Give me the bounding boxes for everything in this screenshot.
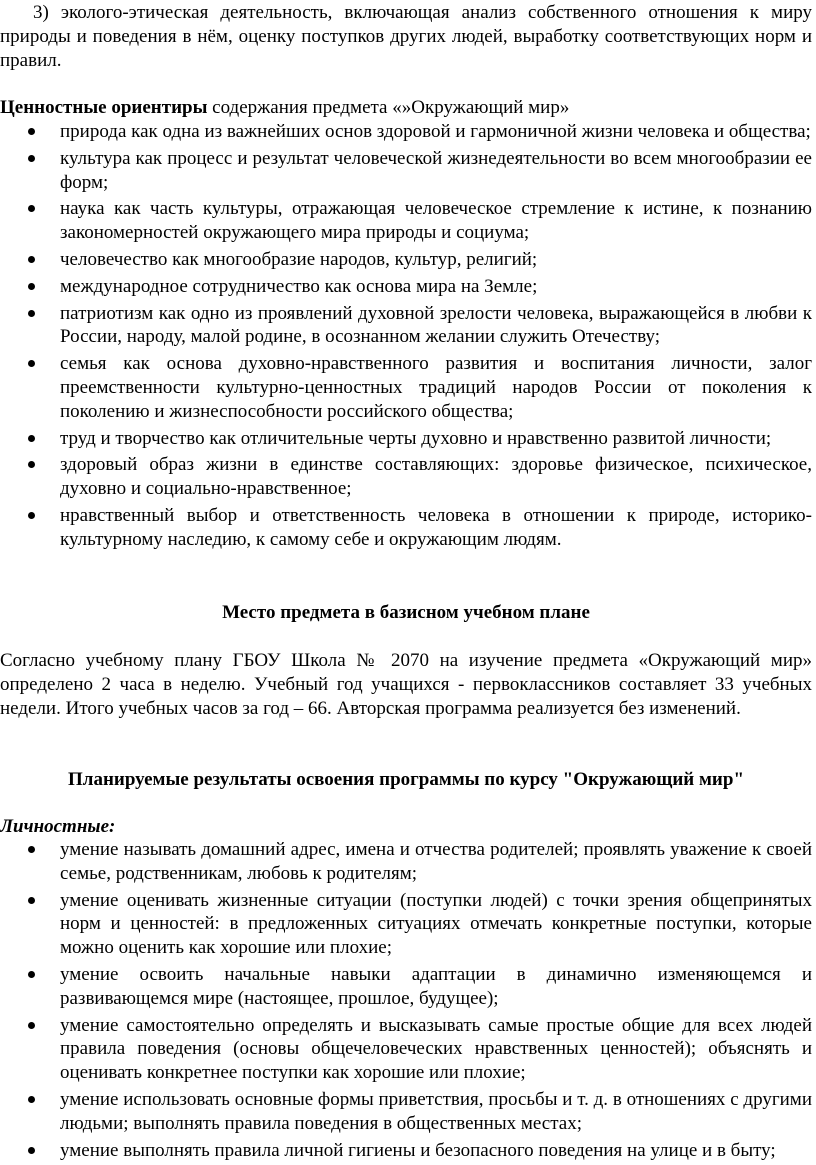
bullet-icon bbox=[28, 256, 35, 263]
bullet-icon bbox=[28, 310, 35, 317]
place-paragraph: Согласно учебному плану ГБОУ Школа № 2070 на изучение предмета «Окружающий мир» определено 2 часа в неделю. Учебный год учащихся - первоклассников составляет 33 учебных недели. Итого учебных часов за год – 66. Авторская программа реализуется без изменений. bbox=[0, 650, 812, 719]
bullet-icon bbox=[28, 360, 35, 367]
list-item: умение выполнять правила личной гигиены и безопасного поведения на улице и в быту; bbox=[0, 1139, 812, 1163]
results-heading: Планируемые результаты освоения программы по курсу "Окружающий мир" bbox=[68, 769, 744, 790]
bullet-icon bbox=[28, 1022, 35, 1029]
list-item: международное сотрудничество как основа мира на Земле; bbox=[0, 275, 812, 299]
bullet-icon bbox=[28, 897, 35, 904]
list-item: патриотизм как одно из проявлений духовной зрелости человека, выражающейся в любви к России, народу, малой родине, в осознанном желании служить Отечеству; bbox=[0, 302, 812, 350]
bullet-icon bbox=[28, 283, 35, 290]
list-item: здоровый образ жизни в единстве составляющих: здоровье физическое, психическое, духовно и социально-нравственное; bbox=[0, 453, 812, 501]
list-item: труд и творчество как отличительные черты духовно и нравственно развитой личности; bbox=[0, 427, 812, 451]
bullet-icon bbox=[28, 461, 35, 468]
list-item: умение оценивать жизненные ситуации (поступки людей) с точки зрения общепринятых норм и ценностей: в предложенных ситуациях отмечать конкретные поступки, которые можно оценить как хорошие или плохие; bbox=[0, 889, 812, 960]
list-item: умение освоить начальные навыки адаптации в динамично изменяющемся и развивающемся мире (настоящее, прошлое, будущее); bbox=[0, 963, 812, 1011]
bullet-icon bbox=[28, 1147, 35, 1154]
bullet-icon bbox=[28, 155, 35, 162]
bullet-icon bbox=[28, 205, 35, 212]
list-item: природа как одна из важнейших основ здоровой и гармоничной жизни человека и общества; bbox=[0, 120, 812, 144]
values-list bbox=[0, 120, 812, 555]
bullet-icon bbox=[28, 846, 35, 853]
values-heading-rest: содержания предмета «»Окружающий мир» bbox=[207, 97, 570, 118]
bullet-icon bbox=[28, 512, 35, 519]
values-heading bbox=[0, 96, 812, 120]
list-item: умение называть домашний адрес, имена и отчества родителей; проявлять уважение к своей семье, родственникам, любовь к родителям; bbox=[0, 838, 812, 886]
list-item: наука как часть культуры, отражающая человеческое стремление к истине, к познанию закономерностей окружающего мира природы и социума; bbox=[0, 197, 812, 245]
bullet-icon bbox=[28, 971, 35, 978]
values-heading-bold: Ценностные ориентиры bbox=[0, 97, 208, 118]
place-heading: Место предмета в базисном учебном плане bbox=[222, 602, 590, 623]
list-item: человечество как многообразие народов, культур, религий; bbox=[0, 248, 812, 272]
personal-heading: Личностные: bbox=[0, 816, 116, 837]
list-item: умение самостоятельно определять и высказывать самые простые общие для всех людей правила поведения (основы общечеловеческих нравственных ценностей); объяснять и оценивать конкретнее поступки как хорошие или плохие; bbox=[0, 1014, 812, 1085]
bullet-icon bbox=[28, 435, 35, 442]
list-item: умение использовать основные формы приветствия, просьбы и т. д. в отношениях с другими людьми; выполнять правила поведения в общественных местах; bbox=[0, 1088, 812, 1136]
bullet-icon bbox=[28, 1096, 35, 1103]
intro-paragraph: 3) эколого-этическая деятельность, включающая анализ собственного отношения к миру природы и поведения в нём, оценку поступков других людей, выработку соответствующих норм и правил. bbox=[0, 2, 812, 71]
list-item: семья как основа духовно-нравственного развития и воспитания личности, залог преемственности культурно-ценностных традиций народов России от поколения к поколению и жизнеспособности российского общества; bbox=[0, 352, 812, 423]
bullet-icon bbox=[28, 128, 35, 135]
list-item: культура как процесс и результат человеческой жизнедеятельности во всем многообразии ее форм; bbox=[0, 147, 812, 195]
personal-list bbox=[0, 838, 812, 1165]
list-item: нравственный выбор и ответственность человека в отношении к природе, историко-культурному наследию, к самому себе и окружающим людям. bbox=[0, 504, 812, 552]
